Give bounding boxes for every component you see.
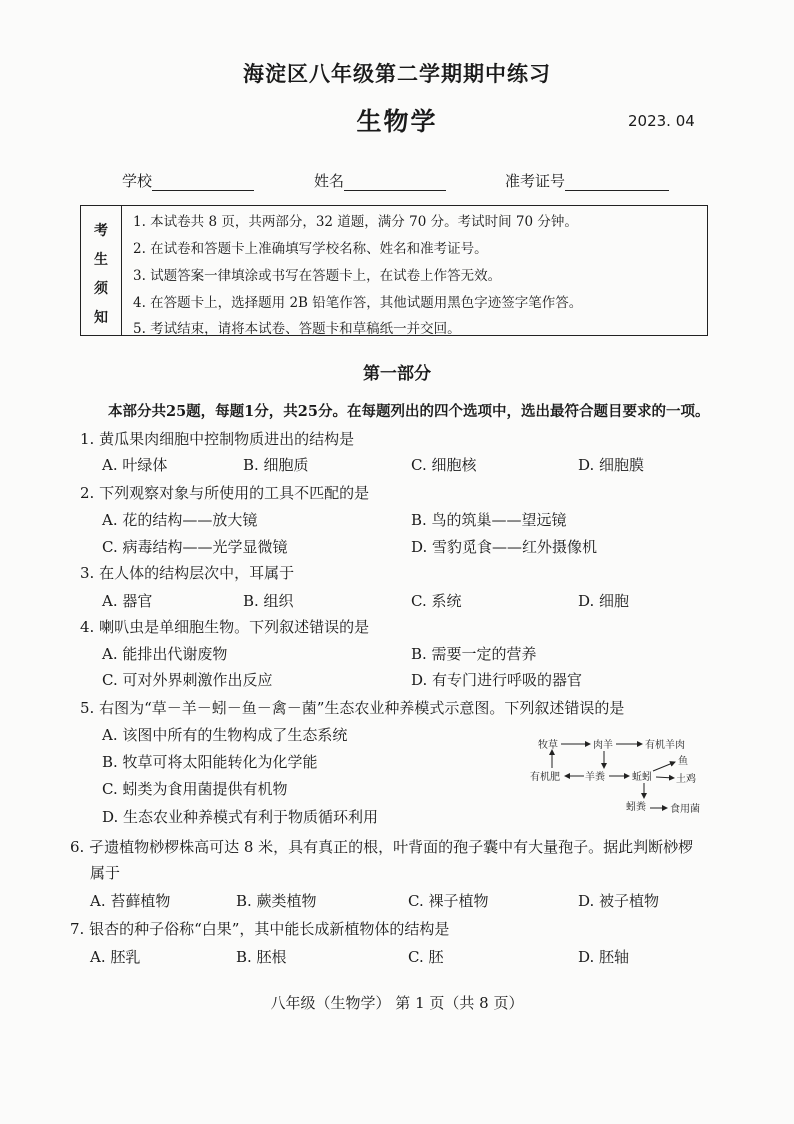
node-grass: 牧草: [538, 740, 558, 751]
notice-side-char: 知: [94, 310, 108, 326]
section-title: 第一部分: [363, 364, 431, 384]
option: B. 鸟的筑巢——望远镜: [411, 511, 567, 529]
node-fish: 鱼: [678, 756, 688, 767]
node-organic-mutton: 有机羊肉: [645, 740, 685, 751]
notice-item: 4. 在答题卡上，选择题用 2B 铅笔作答，其他试题用黑色字迹签字笔作答。: [133, 295, 583, 311]
option: A. 花的结构——放大镜: [102, 511, 258, 529]
question-stem: 7. 银杏的种子俗称“白果”，其中能长成新植物体的结构是: [70, 920, 450, 938]
school-label: 学校: [122, 172, 153, 190]
arrow: [656, 777, 674, 778]
node-chicken: 土鸡: [676, 774, 696, 785]
notice-side-char: 须: [94, 281, 108, 297]
option: C. 蚓类为食用菌提供有机物: [102, 780, 288, 798]
page-footer: 八年级（生物学） 第 1 页（共 8 页）: [270, 994, 524, 1012]
notice-item: 3. 试题答案一律填涂或书写在答题卡上，在试卷上作答无效。: [133, 268, 502, 284]
option: D. 胚轴: [578, 948, 630, 966]
arrow: [653, 762, 675, 771]
school-blank: [152, 174, 254, 191]
notice-side-char: 生: [94, 252, 108, 268]
option: B. 蕨类植物: [236, 892, 317, 910]
exam-notice-box: [80, 205, 708, 336]
option: A. 能排出代谢废物: [102, 645, 228, 663]
option: A. 该图中所有的生物构成了生态系统: [102, 726, 348, 744]
exam-date: 2023. 04: [628, 112, 695, 130]
option: C. 裸子植物: [408, 892, 489, 910]
option: D. 生态农业种养模式有利于物质循环利用: [102, 808, 379, 826]
option: D. 被子植物: [578, 892, 660, 910]
node-mushroom: 食用菌: [670, 804, 700, 815]
option: B. 需要一定的营养: [411, 645, 537, 663]
notice-item: 2. 在试卷和答题卡上准确填写学校名称、姓名和准考证号。: [133, 241, 488, 257]
name-blank: [344, 174, 446, 191]
name-label: 姓名: [314, 172, 345, 190]
question-stem: 4. 喇叭虫是单细胞生物。下列叙述错误的是: [80, 618, 370, 636]
option: C. 可对外界刺激作出反应: [102, 671, 273, 689]
option: D. 雪豹觅食——红外摄像机: [411, 538, 598, 556]
notice-side-label: [81, 206, 122, 335]
exam-id-field: [505, 170, 669, 191]
node-worm-cast: 蚓粪: [626, 802, 646, 813]
option: A. 胚乳: [90, 948, 141, 966]
exam-id-label: 准考证号: [505, 172, 566, 190]
option: D. 有专门进行呼吸的器官: [411, 671, 583, 689]
option: A. 叶绿体: [102, 456, 168, 474]
exam-id-blank: [565, 174, 669, 191]
eco-farm-diagram: [528, 736, 718, 816]
node-earthworm: 蚯蚓: [632, 772, 652, 783]
option: C. 细胞核: [411, 456, 477, 474]
option: C. 胚: [408, 948, 444, 966]
name-field: [314, 170, 446, 191]
node-meat-sheep: 肉羊: [593, 740, 613, 751]
section-intro: 本部分共25题，每题1分，共25分。在每题列出的四个选项中，选出最符合题目要求的一项。: [108, 403, 710, 420]
question-stem: 6. 孑遗植物桫椤株高可达 8 米，具有真正的根，叶背面的孢子囊中有大量孢子。据此判断桫椤: [70, 838, 694, 856]
option: C. 系统: [411, 592, 462, 610]
question-stem: 2. 下列观察对象与所使用的工具不匹配的是: [80, 484, 370, 502]
question-stem-continued: 属于: [90, 864, 121, 882]
option: B. 胚根: [236, 948, 287, 966]
option: D. 细胞: [578, 592, 630, 610]
question-stem: 1. 黄瓜果肉细胞中控制物质进出的结构是: [80, 430, 355, 448]
option: C. 病毒结构——光学显微镜: [102, 538, 288, 556]
node-sheep-dung: 羊粪: [585, 772, 605, 783]
exam-title: 海淀区八年级第二学期期中练习: [243, 61, 551, 86]
subject-title: 生物学: [356, 107, 438, 136]
notice-side-char: 考: [94, 223, 108, 239]
option: A. 器官: [102, 592, 153, 610]
notice-item: 5. 考试结束，请将本试卷、答题卡和草稿纸一并交回。: [133, 321, 461, 337]
option: D. 细胞膜: [578, 456, 645, 474]
node-manure: 有机肥: [530, 772, 560, 783]
option: B. 组织: [243, 592, 294, 610]
notice-item: 1. 本试卷共 8 页，共两部分，32 道题，满分 70 分。考试时间 70 分钟。: [133, 214, 578, 230]
option: B. 细胞质: [243, 456, 309, 474]
question-stem: 3. 在人体的结构层次中，耳属于: [80, 564, 295, 582]
option: A. 苔藓植物: [90, 892, 171, 910]
option: B. 牧草可将太阳能转化为化学能: [102, 753, 318, 771]
school-field: [122, 170, 254, 191]
question-stem: 5. 右图为“草－羊－蚓－鱼－禽－菌”生态农业种养模式示意图。下列叙述错误的是: [80, 699, 625, 717]
